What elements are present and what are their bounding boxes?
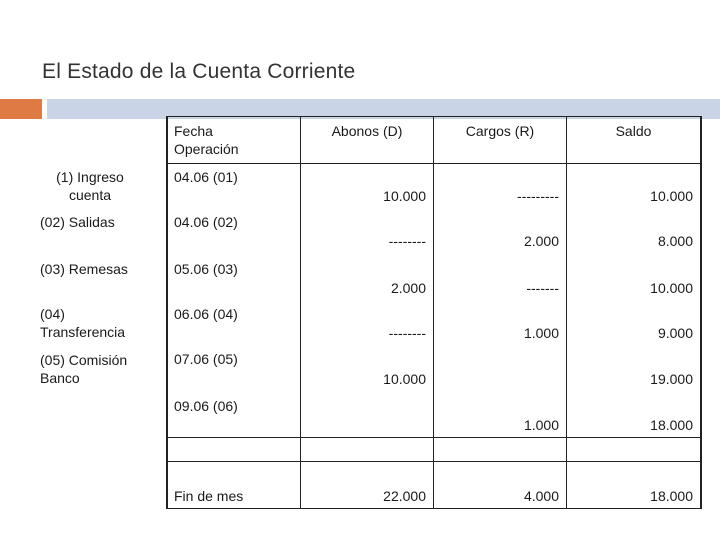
cell-abonos: 10.000 <box>383 371 426 387</box>
cell-fecha: 09.06 (06) <box>174 398 238 414</box>
cell-abonos: -------- <box>388 233 426 249</box>
cell-cargos: ------- <box>526 280 559 296</box>
total-label: Fin de mes <box>174 488 244 504</box>
cell-fecha: 05.06 (03) <box>174 261 238 277</box>
total-abonos: 22.000 <box>383 488 426 504</box>
cell-cargos: 1.000 <box>523 325 559 341</box>
row-label-salidas: (02) Salidas <box>40 214 115 230</box>
cell-saldo: 18.000 <box>650 417 693 433</box>
row-label-comision: (05) Comisión Banco <box>40 352 128 386</box>
table-border-right <box>700 116 702 509</box>
cell-saldo: 9.000 <box>657 325 693 341</box>
cell-cargos: 2.000 <box>523 233 559 249</box>
cell-saldo: 10.000 <box>650 188 693 204</box>
cell-abonos: 10.000 <box>383 188 426 204</box>
row-label-transferencia: (04) Transferencia <box>40 306 126 340</box>
table-border-top <box>166 116 702 117</box>
table-border-left <box>166 116 168 509</box>
header-fecha: Fecha Operación <box>174 123 239 157</box>
cell-fecha: 06.06 (04) <box>174 306 238 322</box>
total-cargos: 4.000 <box>523 488 559 504</box>
table-column-divider <box>566 116 567 509</box>
cell-abonos: 2.000 <box>390 280 426 296</box>
table-row-divider <box>166 461 702 462</box>
slide-title: El Estado de la Cuenta Corriente <box>42 60 356 83</box>
cell-fecha: 07.06 (05) <box>174 351 238 367</box>
accent-bar-orange <box>0 99 42 119</box>
table-border-bottom <box>166 508 702 509</box>
row-label-ingreso: (1) Ingreso cuenta <box>56 169 124 203</box>
header-saldo: Saldo <box>615 123 652 139</box>
total-saldo: 18.000 <box>650 488 693 504</box>
cell-fecha: 04.06 (02) <box>174 214 238 230</box>
header-abonos: Abonos (D) <box>331 123 403 139</box>
cell-cargos: --------- <box>517 188 559 204</box>
table-column-divider <box>300 116 301 509</box>
table-column-divider <box>433 116 434 509</box>
cell-abonos: -------- <box>388 325 426 341</box>
cell-fecha: 04.06 (01) <box>174 169 238 185</box>
cell-saldo: 8.000 <box>657 233 693 249</box>
header-cargos: Cargos (R) <box>465 123 535 139</box>
row-label-remesas: (03) Remesas <box>40 261 128 277</box>
table-header-divider <box>166 163 702 164</box>
cell-cargos: 1.000 <box>523 417 559 433</box>
cell-saldo: 10.000 <box>650 280 693 296</box>
table-row-divider <box>166 437 702 438</box>
cell-saldo: 19.000 <box>650 371 693 387</box>
